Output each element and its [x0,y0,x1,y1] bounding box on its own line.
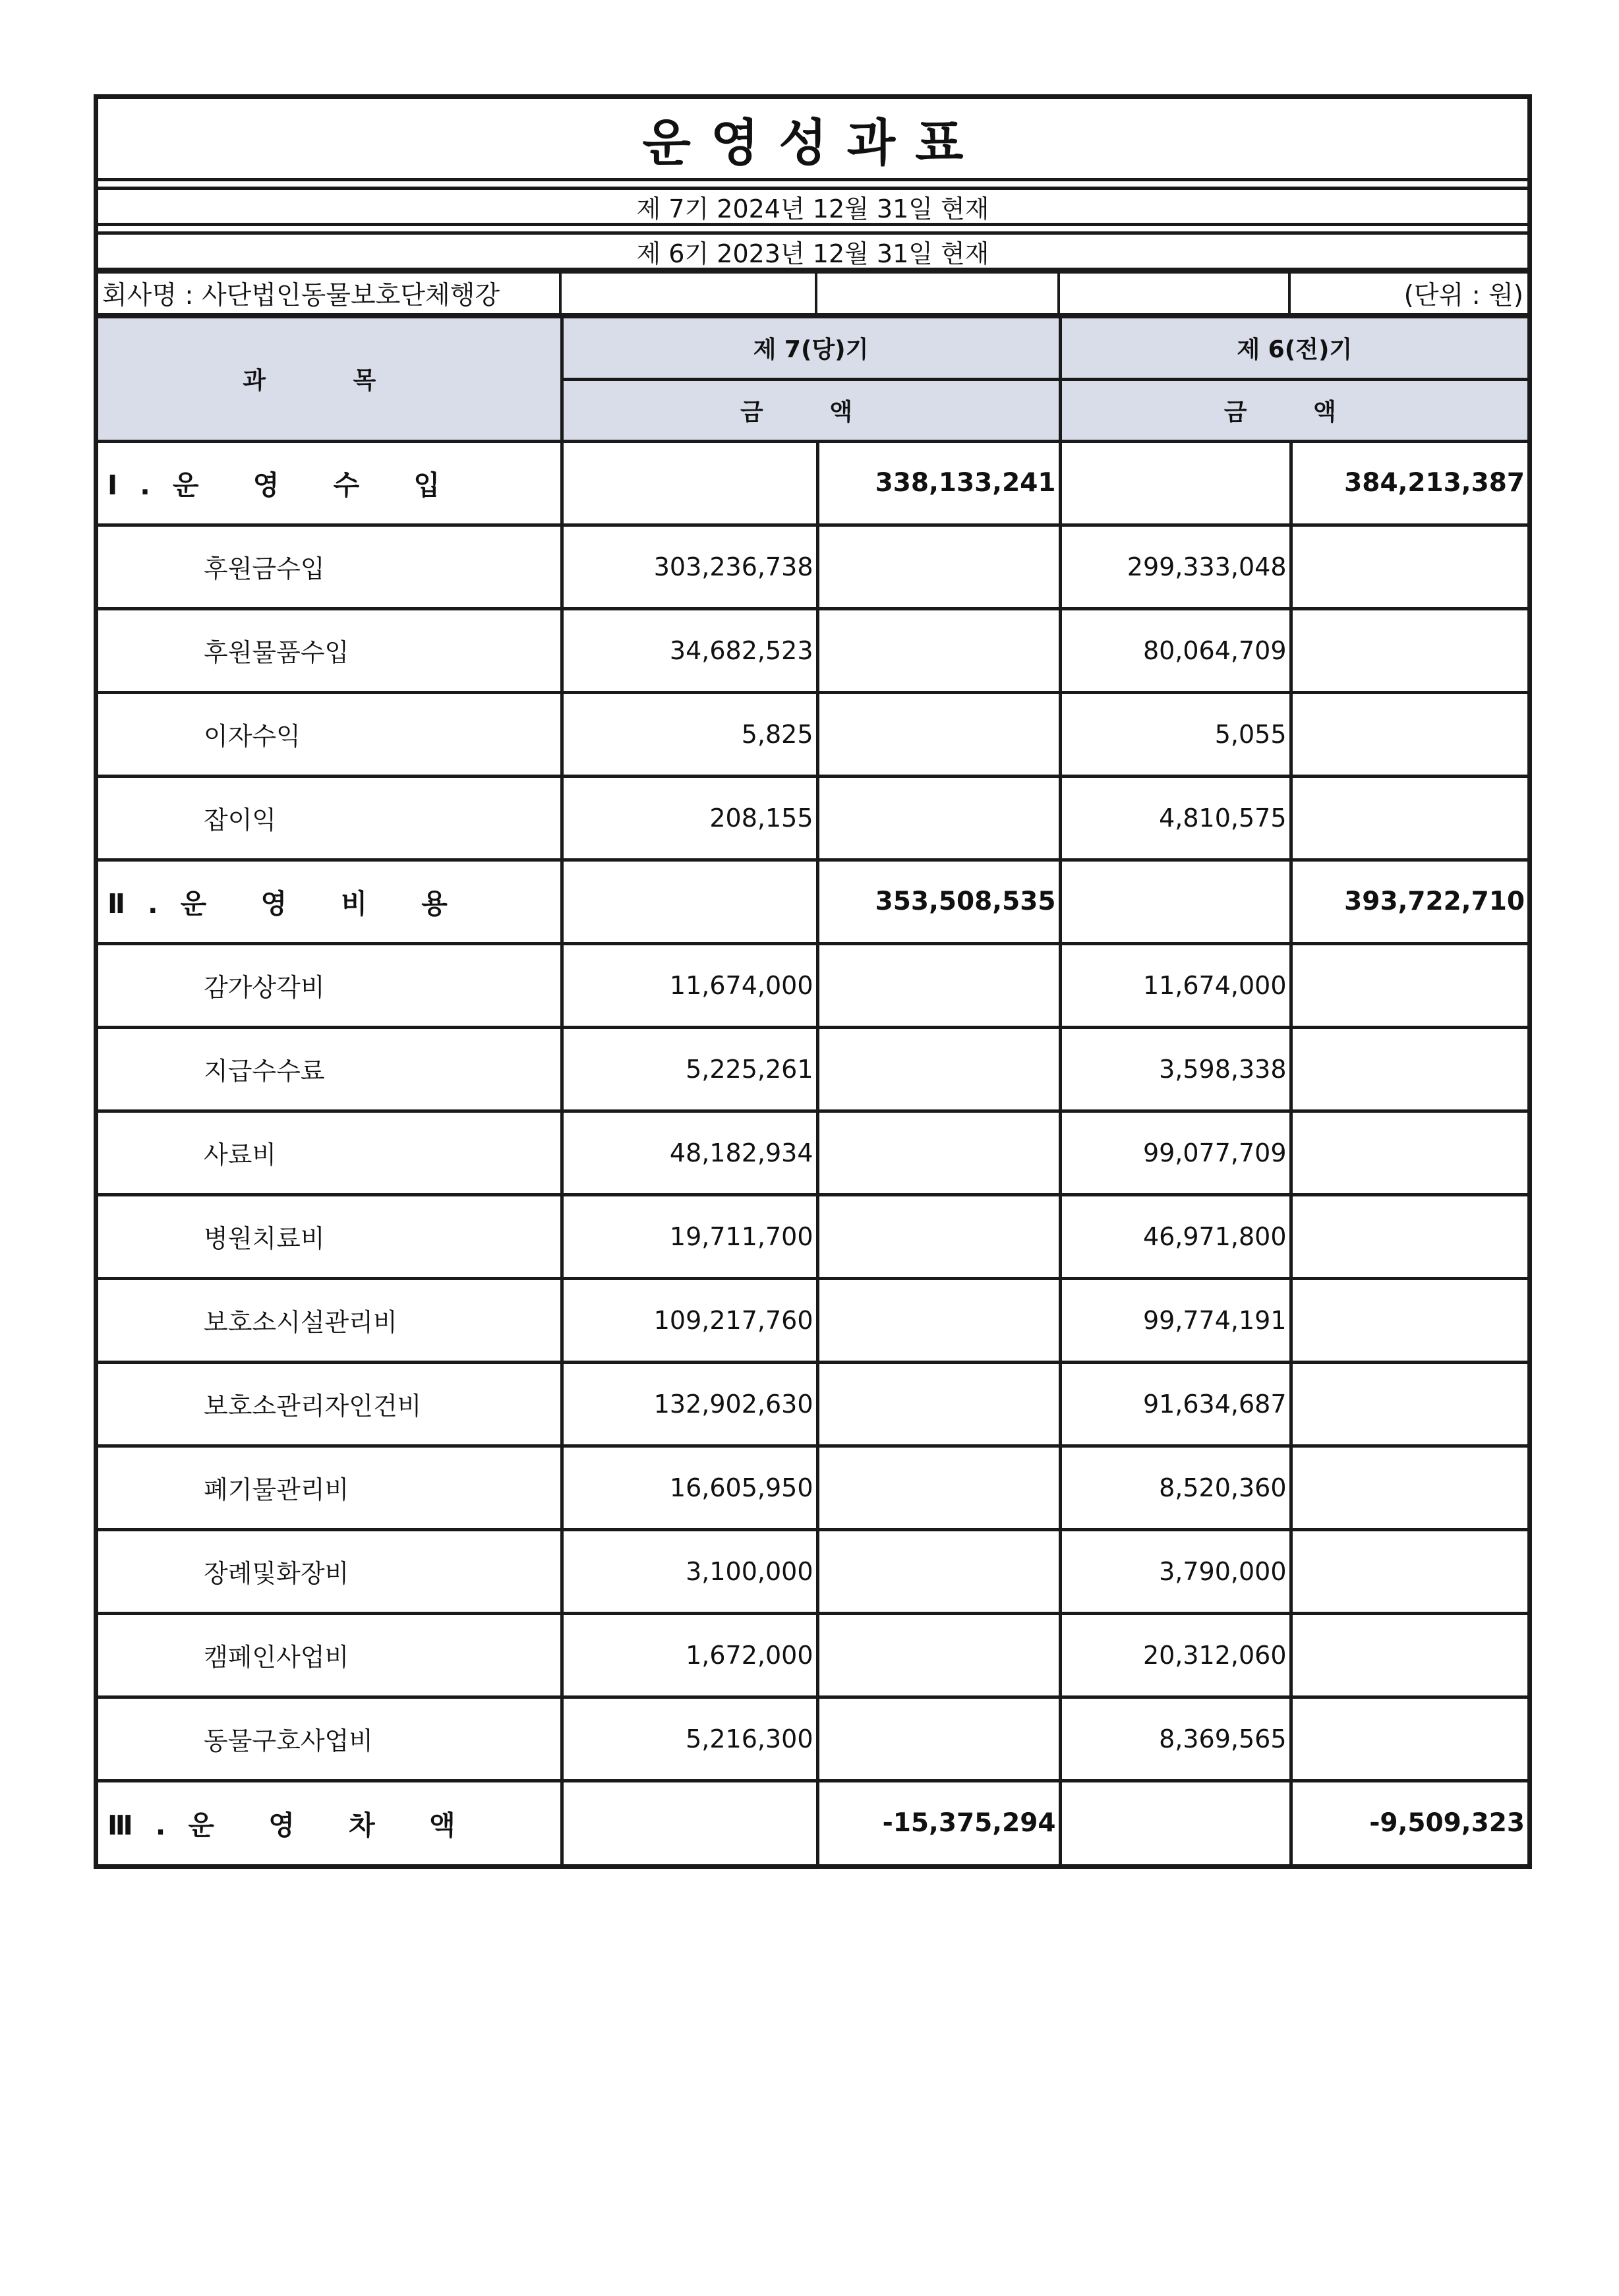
header-row [98,318,1527,379]
prior-total-cell [1291,943,1527,1027]
table-row [98,1362,1527,1446]
prior-total-cell [1291,1194,1527,1278]
prior-total-cell [1291,1446,1527,1529]
prior-total-cell [1291,776,1527,860]
section-row [98,860,1527,943]
item-label: 사료비 [98,1111,562,1194]
unit-label: (단위 : 원) [1403,281,1523,310]
item-label: 지급수수료 [98,1027,562,1111]
current-amount-header: 금 액 [562,379,1060,441]
prior-period-line: 제 6기 2023년 12월 31일 현재 [98,231,1527,271]
prior-detail-cell: 99,774,191 [1060,1278,1291,1362]
item-label: 동물구호사업비 [98,1697,562,1781]
blank-cell [1060,274,1291,313]
prior-detail-cell: 5,055 [1060,692,1291,776]
table-row [98,1613,1527,1697]
prior-detail-cell: 3,598,338 [1060,1027,1291,1111]
prior-total-cell [1291,525,1527,608]
current-total-cell [817,608,1060,692]
current-period-header: 제 7(당)기 [562,318,1060,379]
item-label: 후원금수입 [98,525,562,608]
section-label: Ⅱ.운 영 비 용 [98,860,562,943]
prior-detail-cell: 11,674,000 [1060,943,1291,1027]
blank-cell [562,274,817,313]
statement-table [98,318,1527,1864]
current-total-cell [817,776,1060,860]
current-total-cell [817,1697,1060,1781]
table-row [98,1278,1527,1362]
table-row [98,1697,1527,1781]
current-total-cell [817,1194,1060,1278]
current-detail-cell: 109,217,760 [562,1278,817,1362]
prior-total-cell: 393,722,710 [1291,860,1527,943]
prior-detail-cell [1060,441,1291,525]
blank-cell [817,274,1060,313]
current-total-cell [817,1362,1060,1446]
table-row [98,692,1527,776]
company-row [98,271,1527,318]
current-detail-cell: 16,605,950 [562,1446,817,1529]
current-total-cell [817,1027,1060,1111]
income-statement [94,94,1532,1869]
item-label: 보호소시설관리비 [98,1278,562,1362]
prior-total-cell [1291,1697,1527,1781]
current-total-cell [817,1111,1060,1194]
prior-total-cell [1291,1613,1527,1697]
prior-period-header: 제 6(전)기 [1060,318,1527,379]
item-label: 폐기물관리비 [98,1446,562,1529]
prior-total-cell: -9,509,323 [1291,1781,1527,1864]
current-total-cell: 338,133,241 [817,441,1060,525]
current-detail-cell: 3,100,000 [562,1529,817,1613]
table-row [98,608,1527,692]
prior-detail-cell [1060,860,1291,943]
prior-detail-cell: 20,312,060 [1060,1613,1291,1697]
current-total-cell [817,1278,1060,1362]
prior-total-cell: 384,213,387 [1291,441,1527,525]
section-row [98,1781,1527,1864]
company-name: 회사명 : 사단법인동물보호단체행강 [98,274,562,313]
current-detail-cell: 19,711,700 [562,1194,817,1278]
current-total-cell [817,1446,1060,1529]
current-detail-cell: 1,672,000 [562,1613,817,1697]
current-total-cell [817,1613,1060,1697]
section-row [98,441,1527,525]
item-label: 후원물품수입 [98,608,562,692]
prior-detail-cell: 3,790,000 [1060,1529,1291,1613]
prior-total-cell [1291,608,1527,692]
current-detail-cell: 34,682,523 [562,608,817,692]
prior-detail-cell: 299,333,048 [1060,525,1291,608]
current-detail-cell [562,441,817,525]
prior-total-cell [1291,692,1527,776]
current-detail-cell: 5,216,300 [562,1697,817,1781]
table-row [98,943,1527,1027]
prior-detail-cell: 91,634,687 [1060,1362,1291,1446]
current-period-line: 제 7기 2024년 12월 31일 현재 [98,187,1527,226]
current-detail-cell: 132,902,630 [562,1362,817,1446]
prior-detail-cell: 4,810,575 [1060,776,1291,860]
section-label: Ⅰ.운 영 수 입 [98,441,562,525]
prior-total-cell [1291,1111,1527,1194]
item-label: 잡이익 [98,776,562,860]
table-row [98,1027,1527,1111]
prior-total-cell [1291,1278,1527,1362]
table-row [98,776,1527,860]
item-label: 병원치료비 [98,1194,562,1278]
item-label: 장례및화장비 [98,1529,562,1613]
table-row [98,525,1527,608]
table-row [98,1194,1527,1278]
current-total-cell [817,1529,1060,1613]
current-total-cell [817,525,1060,608]
prior-amount-header: 금 액 [1060,379,1527,441]
item-label: 감가상각비 [98,943,562,1027]
prior-detail-cell: 46,971,800 [1060,1194,1291,1278]
item-label: 보호소관리자인건비 [98,1362,562,1446]
prior-detail-cell: 80,064,709 [1060,608,1291,692]
current-total-cell [817,943,1060,1027]
prior-detail-cell [1060,1781,1291,1864]
current-detail-cell: 5,225,261 [562,1027,817,1111]
item-label: 이자수익 [98,692,562,776]
prior-total-cell [1291,1362,1527,1446]
prior-detail-cell: 99,077,709 [1060,1111,1291,1194]
table-row [98,1446,1527,1529]
current-detail-cell: 303,236,738 [562,525,817,608]
document-title: 운영성과표 [642,113,984,172]
prior-detail-cell: 8,520,360 [1060,1446,1291,1529]
current-detail-cell [562,860,817,943]
current-total-cell: 353,508,535 [817,860,1060,943]
current-detail-cell: 48,182,934 [562,1111,817,1194]
prior-total-cell [1291,1027,1527,1111]
current-total-cell [817,692,1060,776]
current-detail-cell [562,1781,817,1864]
item-label: 캠페인사업비 [98,1613,562,1697]
current-detail-cell: 5,825 [562,692,817,776]
title-row [98,99,1527,181]
prior-detail-cell: 8,369,565 [1060,1697,1291,1781]
current-total-cell: -15,375,294 [817,1781,1060,1864]
subject-header: 과 목 [98,318,562,441]
section-label: Ⅲ.운 영 차 액 [98,1781,562,1864]
table-row [98,1111,1527,1194]
table-row [98,1529,1527,1613]
current-detail-cell: 208,155 [562,776,817,860]
prior-total-cell [1291,1529,1527,1613]
current-detail-cell: 11,674,000 [562,943,817,1027]
